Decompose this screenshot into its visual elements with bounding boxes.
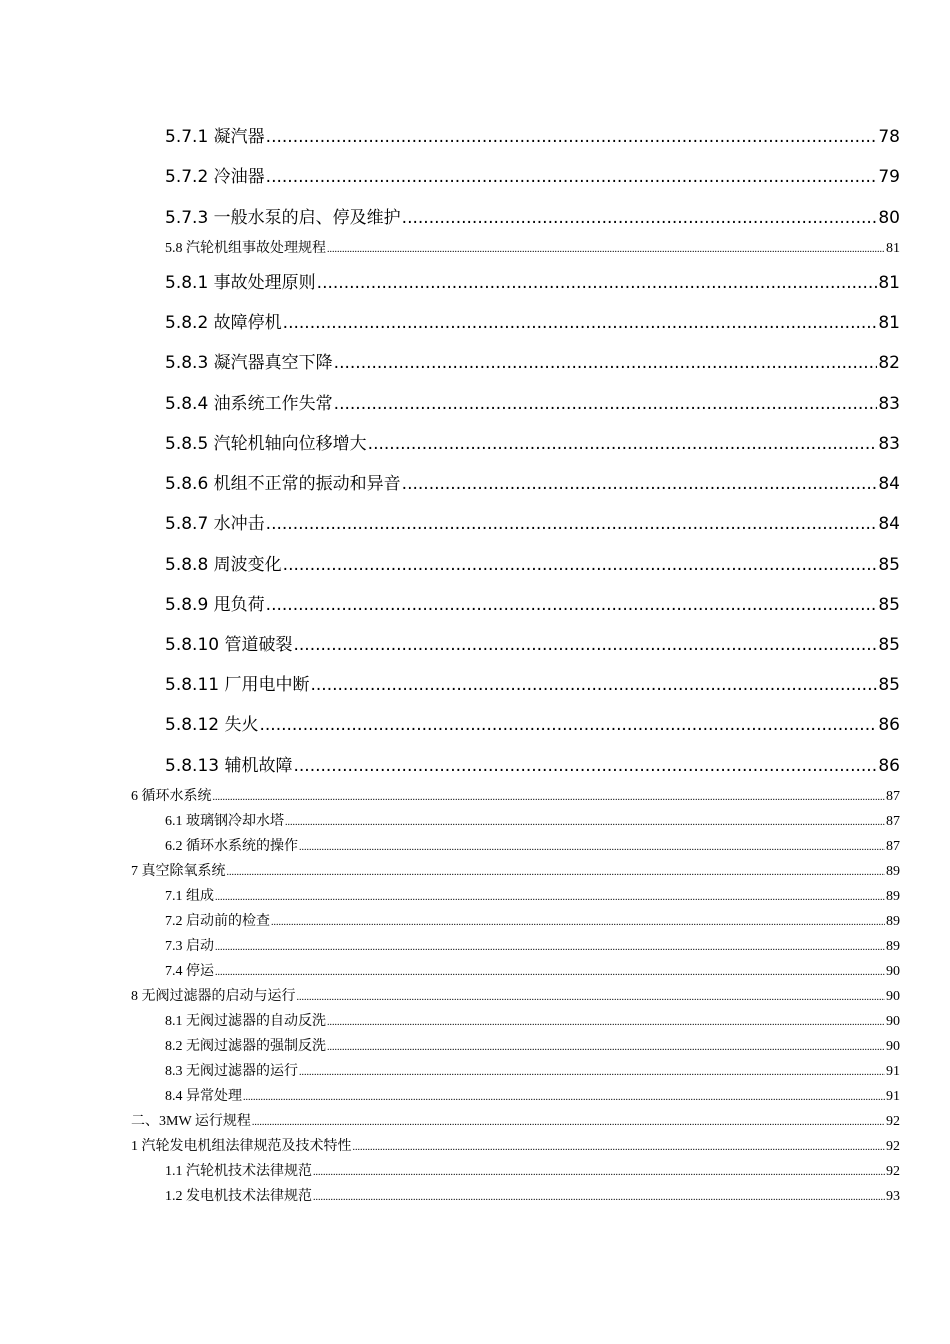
toc-entry[interactable] bbox=[165, 812, 900, 832]
toc-leader-dots bbox=[266, 593, 878, 617]
toc-leader-dots bbox=[285, 812, 885, 832]
toc-entry-page-number: 89 bbox=[886, 939, 900, 954]
toc-leader-dots bbox=[227, 862, 886, 882]
toc-entry[interactable] bbox=[165, 887, 900, 907]
toc-entry[interactable] bbox=[165, 1187, 900, 1207]
toc-entry-page-number: 92 bbox=[886, 1164, 900, 1179]
toc-entry-title: 6.1 玻璃钢冷却水塔 bbox=[165, 814, 284, 829]
toc-entry-page-number: 79 bbox=[878, 167, 900, 187]
toc-entry[interactable] bbox=[165, 1087, 900, 1107]
toc-entry[interactable] bbox=[165, 392, 900, 416]
toc-leader-dots bbox=[299, 1062, 885, 1082]
toc-entry[interactable] bbox=[131, 787, 900, 807]
toc-leader-dots bbox=[252, 1112, 885, 1132]
toc-entry-page-number: 82 bbox=[878, 353, 900, 373]
toc-entry-title: 5.8.3 凝汽器真空下降 bbox=[165, 353, 333, 373]
toc-entry-page-number: 85 bbox=[878, 595, 900, 615]
toc-entry[interactable] bbox=[165, 125, 900, 149]
toc-entry[interactable] bbox=[165, 512, 900, 536]
toc-leader-dots bbox=[266, 165, 878, 189]
toc-entry-page-number: 91 bbox=[886, 1064, 900, 1079]
toc-entry[interactable] bbox=[165, 271, 900, 295]
toc-entry-page-number: 86 bbox=[878, 715, 900, 735]
toc-leader-dots bbox=[283, 553, 878, 577]
toc-entry-title: 8.2 无阀过滤器的强制反洗 bbox=[165, 1039, 326, 1054]
toc-entry[interactable] bbox=[165, 937, 900, 957]
toc-entry-title: 二、3MW 运行规程 bbox=[131, 1114, 251, 1129]
toc-entry[interactable] bbox=[165, 962, 900, 982]
toc-leader-dots bbox=[271, 912, 885, 932]
toc-entry-page-number: 90 bbox=[886, 1039, 900, 1054]
toc-entry-title: 5.8.13 辅机故障 bbox=[165, 756, 293, 776]
toc-entry[interactable] bbox=[165, 1162, 900, 1182]
toc-entry-page-number: 84 bbox=[878, 474, 900, 494]
toc-leader-dots bbox=[310, 673, 877, 697]
toc-entry-page-number: 87 bbox=[886, 814, 900, 829]
toc-entry[interactable] bbox=[131, 862, 900, 882]
toc-entry-page-number: 91 bbox=[886, 1089, 900, 1104]
toc-entry-title: 5.8.1 事故处理原则 bbox=[165, 273, 316, 293]
toc-entry-title: 1 汽轮发电机组法律规范及技术特性 bbox=[131, 1139, 352, 1154]
toc-entry-page-number: 85 bbox=[878, 675, 900, 695]
toc-leader-dots bbox=[215, 887, 885, 907]
toc-entry-title: 5.8 汽轮机组事故处理规程 bbox=[165, 241, 326, 256]
toc-entry[interactable] bbox=[165, 311, 900, 335]
toc-leader-dots bbox=[215, 937, 885, 957]
toc-entry-page-number: 83 bbox=[878, 434, 900, 454]
toc-leader-dots bbox=[266, 512, 878, 536]
toc-entry[interactable] bbox=[165, 673, 900, 697]
toc-leader-dots bbox=[293, 633, 877, 657]
toc-entry-page-number: 87 bbox=[886, 839, 900, 854]
toc-entry-title: 5.8.5 汽轮机轴向位移增大 bbox=[165, 434, 367, 454]
toc-entry[interactable] bbox=[165, 912, 900, 932]
toc-entry[interactable] bbox=[165, 1012, 900, 1032]
toc-entry-title: 7.4 停运 bbox=[165, 964, 214, 979]
toc-entry-page-number: 87 bbox=[886, 789, 900, 804]
toc-entry[interactable] bbox=[165, 1062, 900, 1082]
toc-entry-page-number: 90 bbox=[886, 1014, 900, 1029]
toc-entry-page-number: 81 bbox=[878, 313, 900, 333]
toc-entry[interactable] bbox=[165, 351, 900, 375]
toc-leader-dots bbox=[327, 1012, 885, 1032]
toc-entry-page-number: 89 bbox=[886, 889, 900, 904]
toc-entry-title: 5.8.11 厂用电中断 bbox=[165, 675, 310, 695]
toc-entry-title: 5.8.2 故障停机 bbox=[165, 313, 282, 333]
toc-leader-dots bbox=[293, 754, 877, 778]
toc-entry-title: 8.4 异常处理 bbox=[165, 1089, 242, 1104]
toc-entry-title: 5.8.10 管道破裂 bbox=[165, 635, 293, 655]
toc-entry-title: 5.7.1 凝汽器 bbox=[165, 127, 265, 147]
toc-entry-title: 5.7.2 冷油器 bbox=[165, 167, 265, 187]
toc-entry-page-number: 84 bbox=[878, 514, 900, 534]
toc-entry-title: 5.8.12 失火 bbox=[165, 715, 259, 735]
toc-leader-dots bbox=[213, 787, 886, 807]
toc-entry-title: 8.3 无阀过滤器的运行 bbox=[165, 1064, 298, 1079]
toc-entry-title: 5.8.8 周波变化 bbox=[165, 555, 282, 575]
toc-entry-title: 5.7.3 一般水泵的启、停及维护 bbox=[165, 208, 401, 228]
toc-leader-dots bbox=[266, 125, 878, 149]
toc-entry-title: 7.2 启动前的检查 bbox=[165, 914, 270, 929]
toc-entry-title: 5.8.7 水冲击 bbox=[165, 514, 265, 534]
toc-entry-page-number: 81 bbox=[878, 273, 900, 293]
toc-entry-title: 1.1 汽轮机技术法律规范 bbox=[165, 1164, 312, 1179]
toc-entry[interactable] bbox=[165, 754, 900, 778]
toc-entry[interactable] bbox=[165, 593, 900, 617]
toc-entry-title: 7 真空除氧系统 bbox=[131, 864, 226, 879]
toc-entry-page-number: 89 bbox=[886, 864, 900, 879]
toc-entry[interactable] bbox=[165, 239, 900, 259]
toc-entry[interactable] bbox=[165, 206, 900, 230]
toc-leader-dots bbox=[353, 1137, 886, 1157]
toc-entry-page-number: 86 bbox=[878, 756, 900, 776]
toc-leader-dots bbox=[317, 271, 878, 295]
toc-entry-page-number: 85 bbox=[878, 555, 900, 575]
toc-leader-dots bbox=[334, 392, 878, 416]
toc-entry-page-number: 85 bbox=[878, 635, 900, 655]
toc-entry-page-number: 78 bbox=[878, 127, 900, 147]
toc-leader-dots bbox=[215, 962, 885, 982]
toc-entry-page-number: 90 bbox=[886, 964, 900, 979]
toc-leader-dots bbox=[243, 1087, 885, 1107]
toc-entry[interactable] bbox=[131, 1137, 900, 1157]
toc-entry-page-number: 83 bbox=[878, 394, 900, 414]
toc-leader-dots bbox=[313, 1162, 885, 1182]
toc-entry-title: 7.1 组成 bbox=[165, 889, 214, 904]
toc-entry-title: 5.8.9 甩负荷 bbox=[165, 595, 265, 615]
toc-entry-title: 7.3 启动 bbox=[165, 939, 214, 954]
toc-entry[interactable] bbox=[131, 1112, 900, 1132]
toc-leader-dots bbox=[283, 311, 878, 335]
toc-entry-title: 1.2 发电机技术法律规范 bbox=[165, 1189, 312, 1204]
toc-entry[interactable] bbox=[131, 987, 900, 1007]
toc-entry[interactable] bbox=[165, 165, 900, 189]
toc-entry-page-number: 90 bbox=[886, 989, 900, 1004]
toc-entry[interactable] bbox=[165, 713, 900, 737]
toc-entry-title: 6.2 循环水系统的操作 bbox=[165, 839, 298, 854]
toc-leader-dots bbox=[334, 351, 878, 375]
toc-entry-page-number: 92 bbox=[886, 1139, 900, 1154]
toc-leader-dots bbox=[297, 987, 886, 1007]
toc-leader-dots bbox=[402, 472, 878, 496]
toc-leader-dots bbox=[327, 239, 885, 259]
toc-entry-page-number: 81 bbox=[886, 241, 900, 256]
toc-entry-page-number: 92 bbox=[886, 1114, 900, 1129]
toc-entry[interactable] bbox=[165, 633, 900, 657]
toc-entry-title: 5.8.4 油系统工作失常 bbox=[165, 394, 333, 414]
toc-entry[interactable] bbox=[165, 837, 900, 857]
toc-leader-dots bbox=[327, 1037, 885, 1057]
toc-leader-dots bbox=[259, 713, 877, 737]
toc-entry[interactable] bbox=[165, 432, 900, 456]
toc-leader-dots bbox=[402, 206, 878, 230]
toc-leader-dots bbox=[313, 1187, 885, 1207]
toc-entry[interactable] bbox=[165, 1037, 900, 1057]
toc-entry-page-number: 93 bbox=[886, 1189, 900, 1204]
toc-entry-page-number: 80 bbox=[878, 208, 900, 228]
toc-entry[interactable] bbox=[165, 472, 900, 496]
toc-entry-title: 5.8.6 机组不正常的振动和异音 bbox=[165, 474, 401, 494]
toc-leader-dots bbox=[299, 837, 885, 857]
toc-entry-title: 6 循环水系统 bbox=[131, 789, 212, 804]
toc-leader-dots bbox=[368, 432, 878, 456]
toc-entry[interactable] bbox=[165, 553, 900, 577]
toc-entry-page-number: 89 bbox=[886, 914, 900, 929]
toc-entry-title: 8 无阀过滤器的启动与运行 bbox=[131, 989, 296, 1004]
toc-entry-title: 8.1 无阀过滤器的自动反洗 bbox=[165, 1014, 326, 1029]
